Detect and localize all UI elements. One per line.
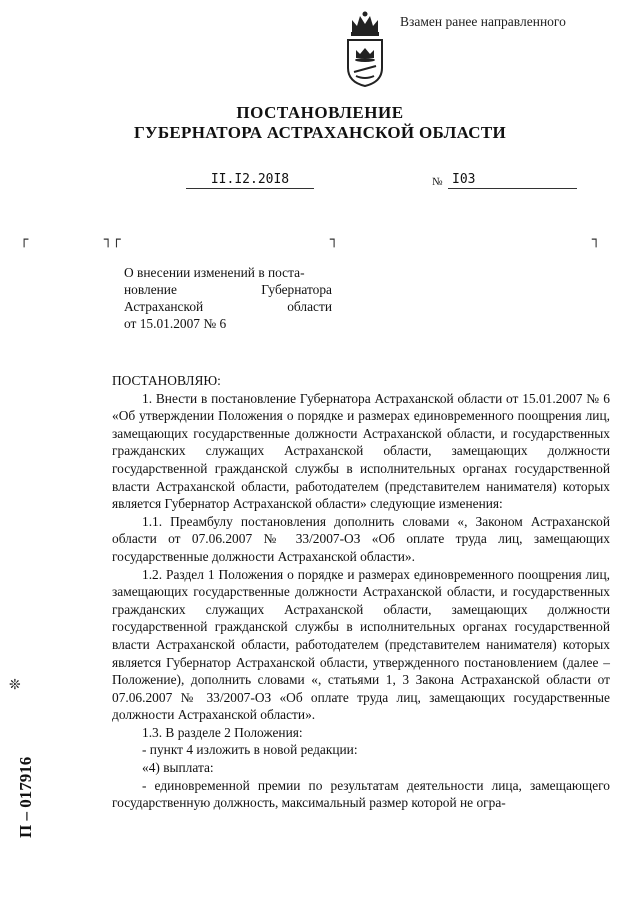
stamp-replacement-note: Взамен ранее направленного (400, 14, 566, 29)
subject-line: новление Губернатора (124, 282, 332, 297)
coat-of-arms-emblem (342, 10, 388, 88)
subject-line: Астраханской области (124, 299, 332, 314)
document-date: II.I2.20I8 (186, 172, 314, 189)
decree-word: ПОСТАНОВЛЯЮ: (112, 373, 221, 388)
subject-line: О внесении изменений в поста- (124, 265, 305, 280)
document-body (112, 372, 610, 812)
paragraph: 1.3. В разделе 2 Положения: (142, 724, 303, 740)
corner-mark-subject-right: ┐ (330, 232, 339, 248)
subject-line: от 15.01.2007 № 6 (124, 316, 227, 331)
number-label: № (432, 176, 443, 188)
side-ornament-mark: ❊ (7, 678, 24, 690)
corner-mark-top-left: ┌ (20, 232, 29, 248)
svg-text:П – 017916: П – 017916 (16, 756, 35, 838)
paragraph: «4) выплата: (142, 760, 214, 776)
document-issuer: ГУБЕРНАТОРА АСТРАХАНСКОЙ ОБЛАСТИ (133, 123, 507, 142)
document-title: ПОСТАНОВЛЕНИЕ (236, 103, 404, 122)
paragraph: 1. Внести в постановление Губернатора Астраханской области от 15.01.2007 № 6 «Об утверждении Положения о порядке и размерах единовременного поощрения лиц, замещающих государственные должности Астраханской области, и государственных гражданских служащих Астраханской области, замещающих должности государственной гражданской службы в исполнительных органах государственной власти Астраханской области, работодателем (представителем нанимателя) которых является Губернатор Астраханской области» следующие изменения: (112, 390, 610, 512)
document-number: I03 (448, 172, 577, 189)
paragraph: - пункт 4 изложить в новой редакции: (142, 742, 358, 758)
subject-block (124, 264, 332, 332)
paragraph: 1.2. Раздел 1 Положения о порядке и размерах единовременного поощрения лиц, замещающих государственные должности Астраханской области, и государственных гражданских служащих Астраханской области, замещающих должности государственной гражданской службы в исполнительных органах государственной власти Астраханской области, работодателем (представителем нанимателя) которых является Губернатор Астраханской области, утвержденного постановлением (далее – Положение), дополнить словами «, статьями 1, 3 Закона Астраханской области от 07.06.2007 № 33/2007-ОЗ «Об оплате труда лиц, замещающих государственные должности Астраханской области». (112, 566, 610, 723)
side-serial-number (14, 700, 36, 840)
corner-mark-top-right: ┐ (592, 232, 601, 248)
paragraph: - единовременной премии по результатам деятельности лица, замещающего государственную должность, максимальный размер которой не огра- (112, 777, 610, 811)
paragraph: 1.1. Преамбулу постановления дополнить словами «, Законом Астраханской области от 07.06.2007 № 33/2007-ОЗ «Об оплате труда лиц, замещающих государственные должности Астраханской области». (112, 513, 610, 564)
corner-mark-subject-left: ┐┌ (104, 232, 121, 248)
